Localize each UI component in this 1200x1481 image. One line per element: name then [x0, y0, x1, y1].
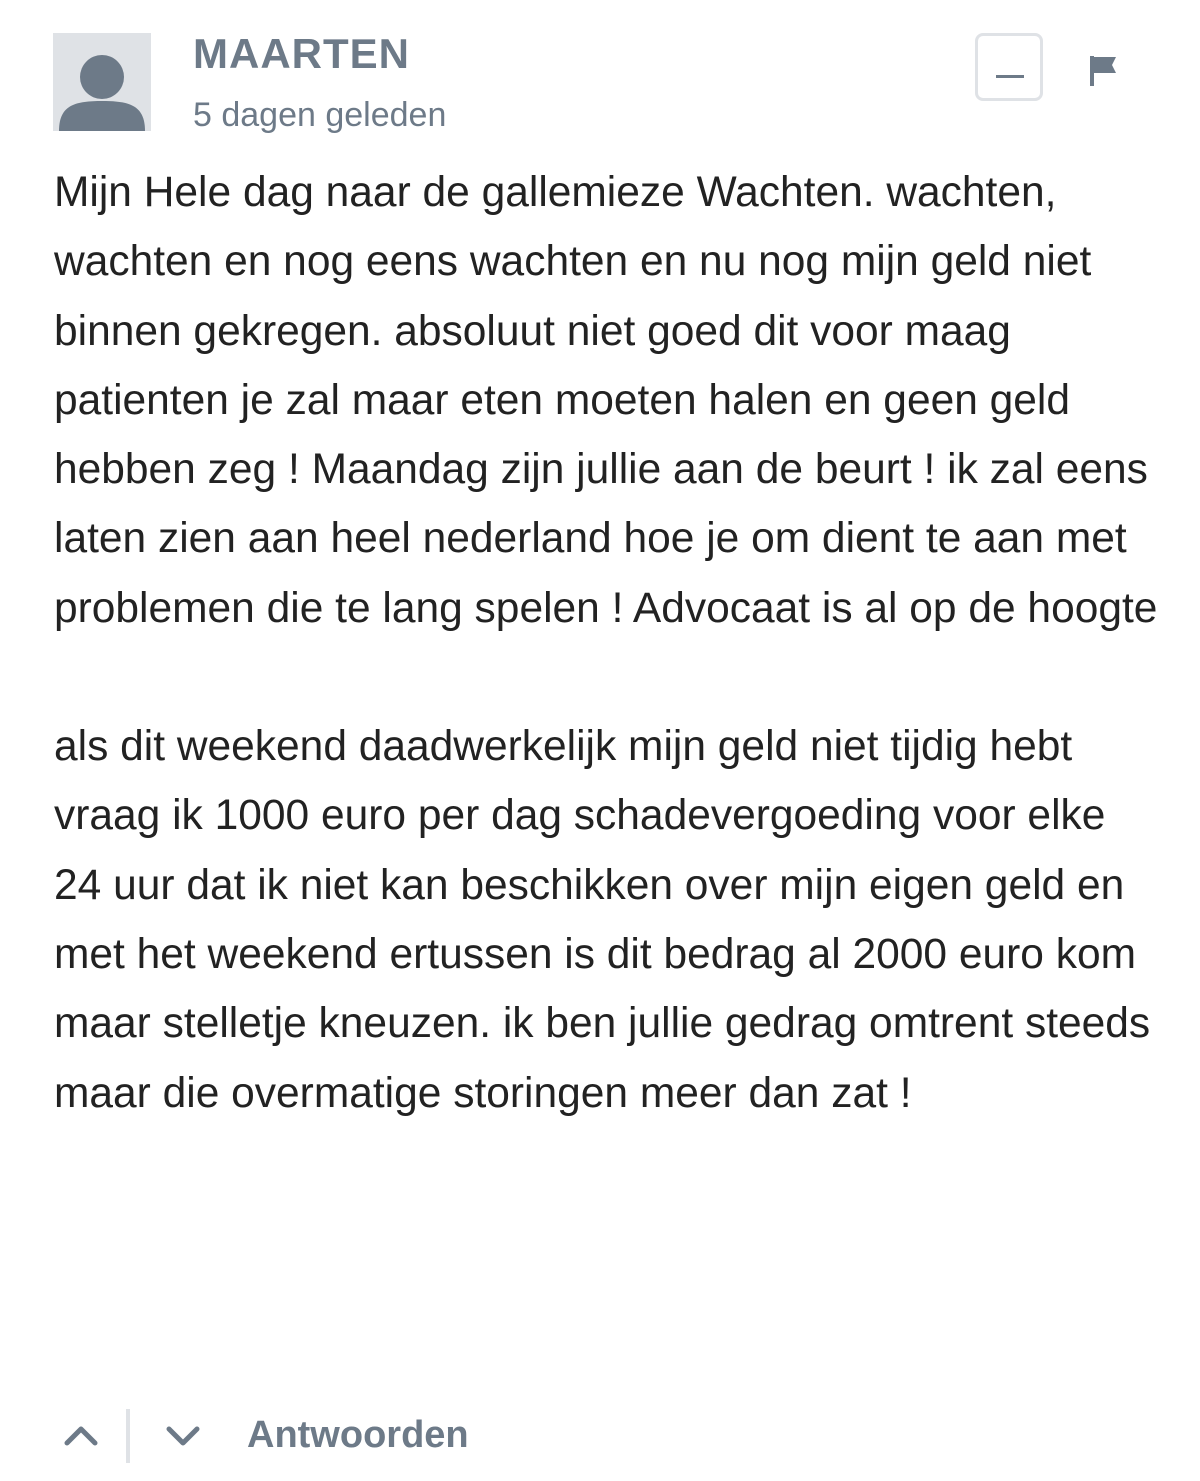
comment-paragraph: Mijn Hele dag naar de gallemieze Wachten. wachten, wachten en nog eens wachten en nu nog mijn geld niet binnen gekregen. absoluut niet goed dit voor maag patienten je zal maar eten moeten halen en geen geld hebben zeg ! Maandag zijn jullie aan de beurt ! ik zal eens laten zien aan heel nederland hoe je om dient te aan met problemen die te lang spelen ! Advocaat is al op de hoogte — [54, 169, 1158, 632]
flag-icon[interactable] — [1088, 54, 1118, 88]
author-name[interactable]: MAARTEN — [193, 30, 410, 77]
downvote-chevron-down-icon[interactable] — [159, 1405, 207, 1465]
collapse-button[interactable] — [975, 33, 1043, 101]
comment-actions — [54, 1405, 754, 1467]
upvote-chevron-up-icon[interactable] — [57, 1405, 105, 1465]
comment-body — [54, 158, 1164, 1128]
reply-button[interactable]: Antwoorden — [247, 1414, 469, 1456]
comment-paragraph: als dit weekend daadwerkelijk mijn geld niet tijdig hebt vraag ik 1000 euro per dag schadevergoeding voor elke 24 uur dat ik niet kan beschikken over mijn eigen geld en met het weekend ertussen is dit bedrag al 2000 euro kom maar stelletje kneuzen. ik ben jullie gedrag omtrent steeds maar die overmatige storingen meer dan zat ! — [54, 723, 1151, 1117]
avatar[interactable] — [53, 33, 151, 131]
minus-icon — [996, 75, 1024, 78]
vote-divider — [126, 1409, 130, 1463]
user-silhouette-icon — [53, 33, 151, 131]
comment-timestamp[interactable]: 5 dagen geleden — [193, 96, 447, 134]
